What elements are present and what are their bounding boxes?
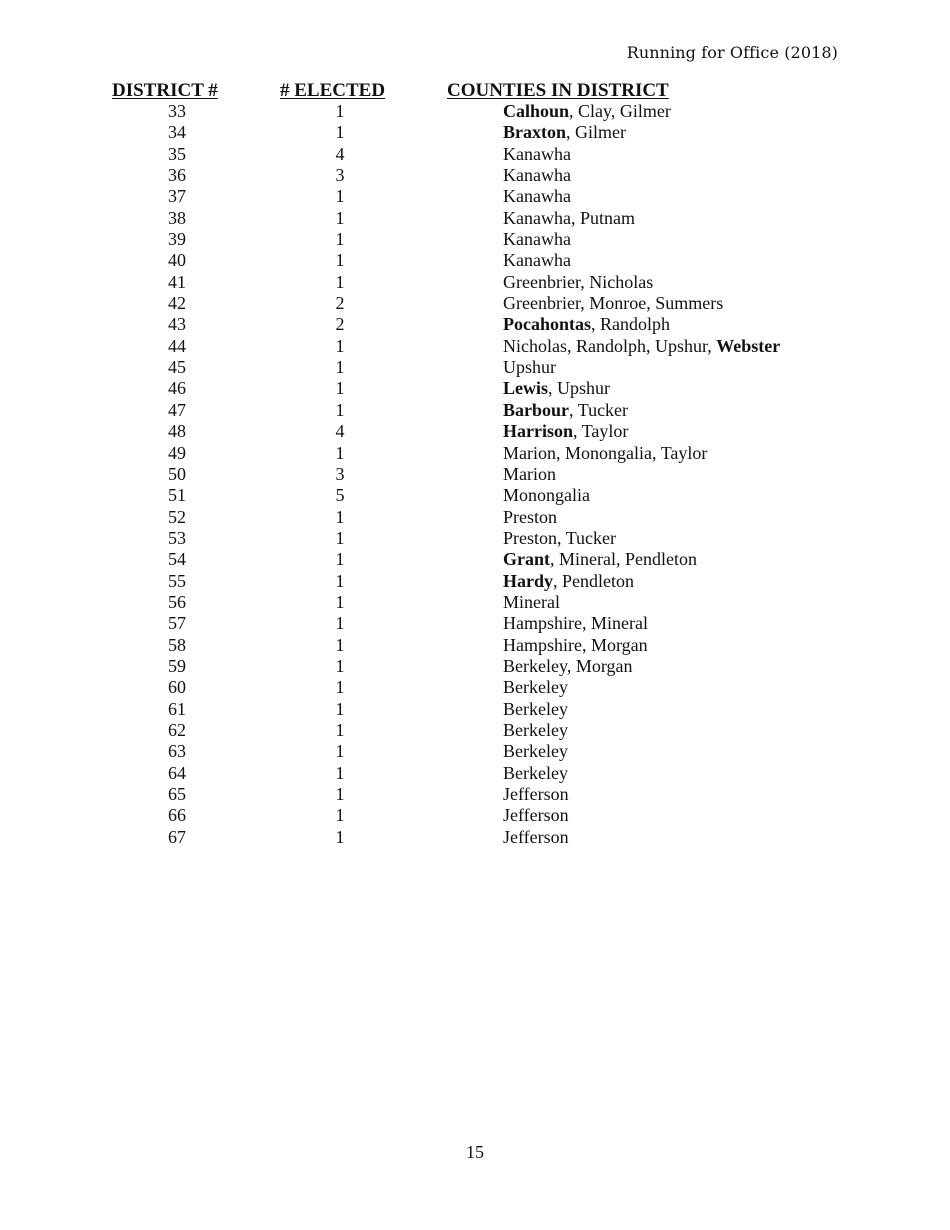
table-row [0, 763, 950, 784]
county-name: Upshur [654, 335, 708, 356]
table-row [0, 464, 950, 485]
table-row [0, 357, 950, 378]
counties-list [503, 357, 556, 378]
elected-count: 1 [335, 591, 345, 612]
county-name: Jefferson [503, 784, 569, 804]
county-name: Gilmer [619, 101, 671, 121]
counties-list [503, 592, 560, 613]
district-number: 36 [168, 165, 186, 186]
table-row [0, 741, 950, 762]
elected-count: 1 [335, 677, 345, 698]
table-row [0, 144, 950, 165]
counties-list [503, 144, 571, 165]
elected-count: 1 [335, 741, 345, 762]
county-name: Berkeley [503, 762, 568, 783]
county-name-primary: Pocahontas [503, 314, 592, 335]
table-row [0, 186, 950, 207]
county-name: Berkeley [503, 655, 567, 676]
counties-list [503, 827, 569, 848]
district-number: 41 [168, 271, 186, 292]
district-number: 65 [168, 784, 186, 804]
table-row [0, 720, 950, 741]
elected-count: 1 [335, 378, 345, 399]
elected-count: 1 [335, 186, 345, 207]
elected-count: 4 [335, 143, 345, 164]
county-name: Kanawha [503, 207, 571, 228]
elected-count: 1 [335, 570, 345, 591]
county-name: Kanawha [503, 165, 571, 186]
counties-list: Hampshire, Mineral [503, 613, 648, 634]
table-header-row [0, 80, 950, 102]
table-row [0, 272, 950, 293]
county-name: Clay [578, 101, 611, 121]
elected-count: 1 [335, 399, 345, 420]
elected-count: 1 [335, 719, 345, 740]
county-name: Taylor [581, 421, 629, 442]
counties-list: Greenbrier, Nicholas [503, 271, 654, 292]
county-name-primary: Lewis [503, 378, 548, 399]
elected-count: 1 [335, 506, 345, 527]
county-name: Kanawha [503, 186, 571, 207]
counties-list: Nicholas, Randolph, Upshur, Webster [503, 335, 781, 356]
district-number: 40 [168, 250, 186, 271]
district-number: 44 [168, 335, 186, 356]
district-number: 48 [168, 421, 186, 442]
counties-list: Hardy, Pendleton [503, 570, 635, 591]
counties-list: Grant, Mineral, Pendleton [503, 549, 697, 570]
county-name: Berkeley [503, 677, 568, 698]
district-number: 38 [168, 207, 186, 228]
county-name: Pendleton [624, 549, 697, 570]
table-row [0, 378, 950, 399]
page-number: 15 [466, 1142, 484, 1162]
district-number: 64 [168, 762, 186, 783]
county-name: Upshur [557, 378, 610, 399]
district-number: 43 [168, 314, 186, 335]
district-number: 53 [168, 527, 186, 548]
elected-count: 1 [335, 357, 345, 378]
counties-list [503, 784, 569, 805]
county-name-primary: Hardy [503, 570, 554, 591]
counties-list [503, 250, 571, 271]
counties-list: Preston, Tucker [503, 527, 617, 548]
counties-list [503, 677, 568, 698]
table-row [0, 784, 950, 805]
counties-list: Barbour, Tucker [503, 399, 629, 420]
counties-list [503, 805, 569, 826]
county-name: Berkeley [503, 719, 568, 740]
table-row [0, 122, 950, 143]
counties-list [503, 507, 557, 528]
table-row [0, 314, 950, 335]
table-row [0, 421, 950, 442]
county-name: Berkeley [503, 741, 568, 762]
column-header-elected: # ELECTED [280, 80, 386, 101]
county-name: Hampshire [503, 613, 582, 634]
county-name: Hampshire [503, 634, 582, 655]
column-header-district: DISTRICT # [112, 80, 218, 101]
table-row [0, 677, 950, 698]
county-name: Kanawha [503, 229, 571, 250]
district-number: 63 [168, 741, 186, 762]
county-name: Mineral [590, 613, 648, 634]
county-name: Marion [503, 463, 556, 484]
district-number: 55 [168, 570, 186, 591]
county-name-primary: Grant [503, 549, 550, 570]
county-name: Kanawha [503, 143, 571, 164]
elected-count: 1 [335, 207, 345, 228]
counties-list: Greenbrier, Monroe, Summers [503, 293, 724, 314]
table-row [0, 592, 950, 613]
county-name: Summers [655, 293, 724, 314]
county-name: Tucker [577, 399, 629, 420]
table-row [0, 549, 950, 570]
elected-count: 1 [335, 698, 345, 719]
table-row [0, 507, 950, 528]
district-number: 39 [168, 229, 186, 250]
district-number: 59 [168, 655, 186, 676]
running-header-title: Running for Office (2018) [626, 43, 838, 62]
elected-count: 5 [335, 485, 345, 506]
county-name: Monongalia [565, 442, 652, 463]
district-number: 49 [168, 442, 186, 463]
column-header-counties: COUNTIES IN DISTRICT [447, 80, 669, 101]
county-name: Randolph [600, 314, 671, 335]
district-number: 54 [168, 549, 186, 570]
counties-list [503, 485, 590, 506]
table-row [0, 656, 950, 677]
table-row [0, 101, 950, 122]
table-row [0, 699, 950, 720]
elected-count: 3 [335, 165, 345, 186]
county-name: Jefferson [503, 826, 569, 847]
county-name: Mineral [559, 549, 616, 570]
elected-count: 1 [335, 784, 345, 804]
table-row [0, 571, 950, 592]
counties-list: Berkeley, Morgan [503, 655, 633, 676]
county-name: Jefferson [503, 805, 569, 826]
counties-list: Lewis, Upshur [503, 378, 610, 399]
district-number: 47 [168, 399, 186, 420]
table-row [0, 805, 950, 826]
county-name: Morgan [575, 655, 633, 676]
elected-count: 1 [335, 762, 345, 783]
table-row [0, 827, 950, 848]
elected-count: 1 [335, 442, 345, 463]
table-row [0, 528, 950, 549]
table-row [0, 293, 950, 314]
county-name-primary: Calhoun [503, 101, 570, 121]
elected-count: 4 [335, 421, 345, 442]
county-name: Taylor [660, 442, 708, 463]
county-name: Marion [503, 442, 556, 463]
table-row [0, 400, 950, 421]
counties-list: Braxton, Gilmer [503, 122, 626, 143]
county-name-primary: Braxton [503, 122, 566, 143]
district-number: 35 [168, 143, 186, 164]
table-row [0, 208, 950, 229]
county-name: Berkeley [503, 698, 568, 719]
district-number: 67 [168, 826, 186, 847]
county-name: Mineral [503, 591, 560, 612]
district-number: 66 [168, 805, 186, 826]
county-name: Putnam [579, 207, 635, 228]
counties-list [503, 464, 556, 485]
counties-list: Harrison, Taylor [503, 421, 629, 442]
table-row [0, 165, 950, 186]
district-number: 61 [168, 698, 186, 719]
county-name: Greenbrier [503, 293, 581, 314]
county-name: Monongalia [503, 485, 590, 506]
county-name: Nicholas [503, 335, 567, 356]
district-number: 50 [168, 463, 186, 484]
table-row [0, 336, 950, 357]
elected-count: 1 [335, 527, 345, 548]
county-name: Greenbrier [503, 271, 581, 292]
district-number: 52 [168, 506, 186, 527]
county-name: Monroe [589, 293, 647, 314]
district-number: 57 [168, 613, 186, 634]
district-number: 37 [168, 186, 186, 207]
counties-list [503, 720, 568, 741]
counties-list [503, 763, 568, 784]
county-name: Gilmer [575, 122, 626, 143]
counties-list: Marion, Monongalia, Taylor [503, 442, 708, 463]
elected-count: 1 [335, 805, 345, 826]
counties-list: Calhoun, Clay, Gilmer [503, 101, 671, 121]
elected-count: 1 [335, 250, 345, 271]
county-name: Upshur [503, 357, 556, 378]
counties-list [503, 186, 571, 207]
district-number: 51 [168, 485, 186, 506]
table-row [0, 250, 950, 271]
county-name: Preston [503, 527, 557, 548]
elected-count: 1 [335, 101, 345, 121]
county-name: Pendleton [562, 570, 635, 591]
district-number: 62 [168, 719, 186, 740]
table-row [0, 485, 950, 506]
county-name-primary: Barbour [503, 399, 570, 420]
county-name-primary: Webster [716, 335, 781, 356]
table-row [0, 443, 950, 464]
counties-list: Pocahontas, Randolph [503, 314, 671, 335]
elected-count: 1 [335, 634, 345, 655]
district-number: 42 [168, 293, 186, 314]
county-name: Randolph [575, 335, 646, 356]
district-table [0, 101, 950, 848]
counties-list [503, 229, 571, 250]
district-number: 46 [168, 378, 186, 399]
elected-count: 2 [335, 293, 345, 314]
district-number: 58 [168, 634, 186, 655]
counties-list [503, 165, 571, 186]
district-number: 60 [168, 677, 186, 698]
district-number: 34 [168, 122, 186, 143]
table-row [0, 229, 950, 250]
elected-count: 1 [335, 122, 345, 143]
elected-count: 1 [335, 613, 345, 634]
elected-count: 1 [335, 549, 345, 570]
county-name-primary: Harrison [503, 421, 573, 442]
counties-list [503, 699, 568, 720]
counties-list: Hampshire, Morgan [503, 634, 648, 655]
county-name: Kanawha [503, 250, 571, 271]
district-number: 45 [168, 357, 186, 378]
elected-count: 1 [335, 335, 345, 356]
county-name: Preston [503, 506, 557, 527]
district-number: 33 [168, 101, 186, 121]
table-row [0, 613, 950, 634]
elected-count: 2 [335, 314, 345, 335]
district-number: 56 [168, 591, 186, 612]
county-name: Tucker [565, 527, 617, 548]
county-name: Nicholas [589, 271, 654, 292]
counties-list: Kanawha, Putnam [503, 207, 635, 228]
elected-count: 1 [335, 271, 345, 292]
elected-count: 1 [335, 826, 345, 847]
county-name: Morgan [590, 634, 648, 655]
table-row [0, 635, 950, 656]
counties-list [503, 741, 568, 762]
elected-count: 1 [335, 229, 345, 250]
elected-count: 1 [335, 655, 345, 676]
elected-count: 3 [335, 463, 345, 484]
